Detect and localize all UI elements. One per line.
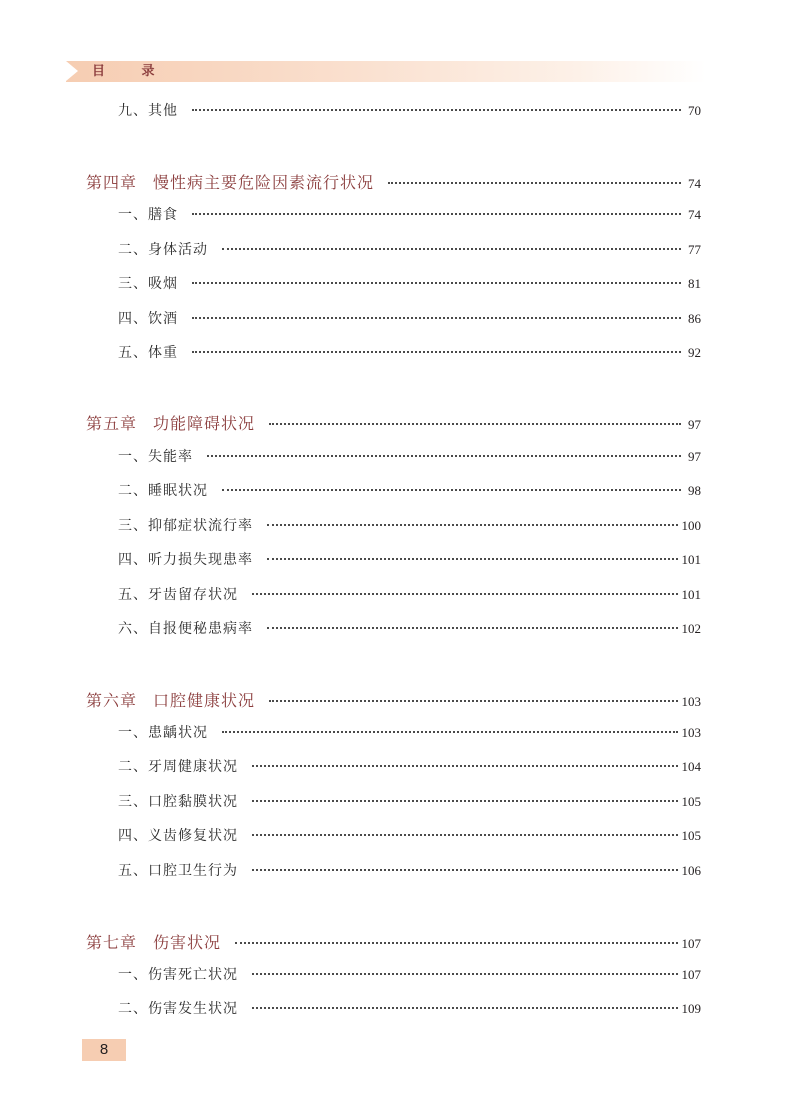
toc-section-entry[interactable] (118, 239, 701, 263)
toc-chapter-entry[interactable] (86, 688, 701, 712)
dot-leader (269, 422, 681, 425)
dot-leader (192, 281, 681, 284)
page-ref: 74 (688, 176, 701, 191)
page-ref: 81 (688, 276, 701, 291)
dot-leader (192, 316, 681, 319)
section-title: 二、牙周健康状况 (118, 759, 238, 775)
dot-leader (252, 799, 678, 802)
toc-section-entry[interactable] (118, 446, 701, 470)
section-title: 二、睡眠状况 (118, 483, 208, 499)
toc-section-entry[interactable] (118, 515, 701, 539)
chapter-name: 功能障碍状况 (153, 414, 256, 433)
page-ref: 70 (688, 103, 701, 118)
page-ref: 97 (688, 417, 701, 432)
dot-leader (222, 488, 681, 491)
toc-section-entry[interactable] (118, 308, 701, 332)
page-ref: 92 (688, 345, 701, 360)
chapter-name: 慢性病主要危险因素流行状况 (153, 173, 375, 192)
toc-section-entry[interactable] (118, 549, 701, 573)
section-title: 九、其他 (118, 103, 178, 119)
page-ref: 103 (681, 725, 701, 740)
page-ref: 98 (688, 483, 701, 498)
page-ref: 105 (681, 794, 701, 809)
section-title: 四、义齿修复状况 (118, 828, 238, 844)
dot-leader (235, 941, 677, 944)
page-ref: 103 (681, 694, 701, 709)
page-ref: 101 (681, 587, 701, 602)
page-number-badge: 8 (82, 1039, 126, 1061)
section-title: 一、患龋状况 (118, 725, 208, 741)
dot-leader (252, 764, 678, 767)
toc-section-entry[interactable] (118, 722, 701, 746)
section-title: 二、伤害发生状况 (118, 1001, 238, 1017)
toc-chapter-entry[interactable] (86, 930, 701, 954)
dot-leader (252, 592, 678, 595)
section-title: 六、自报便秘患病率 (118, 621, 253, 637)
page-ref: 97 (688, 449, 701, 464)
toc-chapter-entry[interactable] (86, 170, 701, 194)
section-title: 五、体重 (118, 345, 178, 361)
dot-leader (252, 833, 678, 836)
chapter-number: 第五章 (86, 414, 138, 433)
toc-section-entry[interactable] (118, 860, 701, 884)
page-ref: 77 (688, 242, 701, 257)
dot-leader (269, 699, 677, 702)
dot-leader (222, 247, 681, 250)
page-title: 目 录 (92, 64, 171, 79)
page-ref: 100 (681, 518, 701, 533)
chapter-title (86, 688, 255, 711)
chapter-number: 第七章 (86, 933, 138, 952)
dot-leader (192, 350, 681, 353)
toc-section-entry[interactable] (118, 204, 701, 228)
section-title: 四、听力损失现患率 (118, 552, 253, 568)
section-title: 二、身体活动 (118, 242, 208, 258)
section-title: 五、口腔卫生行为 (118, 863, 238, 879)
toc-section-entry[interactable] (118, 791, 701, 815)
dot-leader (267, 523, 678, 526)
chapter-name: 口腔健康状况 (153, 691, 256, 710)
section-title: 五、牙齿留存状况 (118, 587, 238, 603)
toc-section-entry[interactable] (118, 756, 701, 780)
dot-leader (388, 181, 681, 184)
section-title: 三、吸烟 (118, 276, 178, 292)
toc-section-entry[interactable] (118, 618, 701, 642)
toc-section-entry[interactable] (118, 964, 701, 988)
chapter-title (86, 411, 255, 434)
toc-section-entry[interactable] (118, 584, 701, 608)
toc-section-entry[interactable] (118, 100, 701, 124)
dot-leader (192, 212, 681, 215)
page-ref: 109 (681, 1001, 701, 1016)
toc-section-entry[interactable] (118, 825, 701, 849)
page-ref: 74 (688, 207, 701, 222)
chapter-title (86, 930, 221, 953)
page-ref: 86 (688, 311, 701, 326)
chapter-title (86, 170, 374, 193)
dot-leader (252, 972, 678, 975)
section-title: 一、伤害死亡状况 (118, 967, 238, 983)
page-ref: 107 (681, 936, 701, 951)
chapter-name: 伤害状况 (153, 933, 222, 952)
dot-leader (207, 454, 681, 457)
dot-leader (222, 730, 678, 733)
page-ref: 104 (681, 759, 701, 774)
page-ref: 107 (681, 967, 701, 982)
page-ref: 102 (681, 621, 701, 636)
section-title: 一、膳食 (118, 207, 178, 223)
section-title: 三、抑郁症状流行率 (118, 518, 253, 534)
toc-section-entry[interactable] (118, 998, 701, 1022)
page-ref: 105 (681, 828, 701, 843)
toc-chapter-entry[interactable] (86, 411, 701, 435)
dot-leader (252, 1006, 678, 1009)
section-title: 四、饮酒 (118, 311, 178, 327)
section-title: 三、口腔黏膜状况 (118, 794, 238, 810)
page-ref: 101 (681, 552, 701, 567)
section-title: 一、失能率 (118, 449, 193, 465)
toc-section-entry[interactable] (118, 480, 701, 504)
chapter-number: 第六章 (86, 691, 138, 710)
toc-section-entry[interactable] (118, 342, 701, 366)
dot-leader (252, 868, 678, 871)
dot-leader (267, 626, 678, 629)
dot-leader (192, 108, 681, 111)
toc-section-entry[interactable] (118, 273, 701, 297)
page-ref: 106 (681, 863, 701, 878)
dot-leader (267, 557, 678, 560)
chapter-number: 第四章 (86, 173, 138, 192)
